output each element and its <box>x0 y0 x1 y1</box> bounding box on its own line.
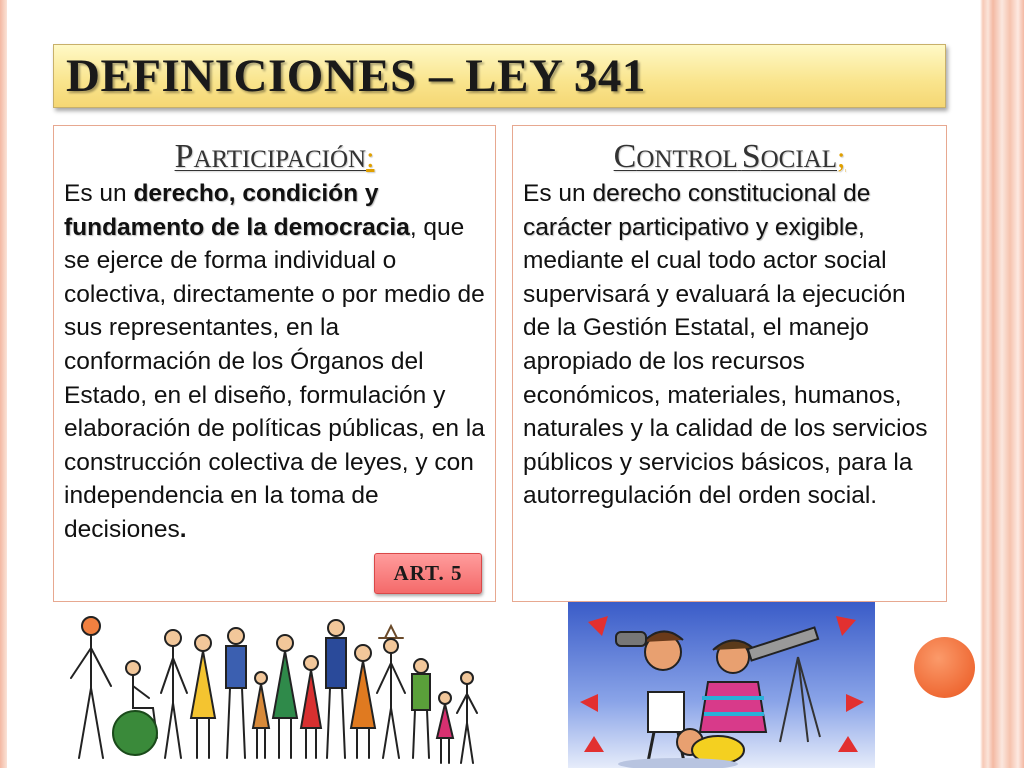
participacion-definition: Es un derecho, condición y fundamento de la democracia, que se ejerce de forma individual o colectiva, directamente o por medio de sus representantes, en la conformación de los Órganos del Estado, en el diseño, formulación y elaboración de políticas públicas, en la construcción colectiva de leyes, y con independencia en la toma de decisiones. <box>64 180 485 543</box>
control-social-heading: CONTROL SOCIAL; <box>613 138 846 175</box>
participacion-highlight: derecho, condición y fundamento de la democracia <box>64 180 410 241</box>
control-social-definition: Es un derecho constitucional de carácter participativo y exigible, mediante el cual todo actor social supervisará y evaluará la ejecución de la Gestión Estatal, el manejo apropiado de los recursos económicos, materiales, humanos, naturales y la calidad de los servicios públicos y servicios básicos, para la autorregulación del orden social. <box>523 180 928 510</box>
slide-frame-left <box>0 0 7 768</box>
control-social-highlight: derecho constitucional de carácter participativo y exigible <box>523 180 871 241</box>
control-social-card <box>512 125 947 602</box>
title-bar <box>53 44 946 108</box>
slide-frame-right <box>980 0 1024 768</box>
slide-title: DEFINICIONES – LEY 341 <box>66 50 646 102</box>
article-badge: ART. 5 <box>374 553 482 594</box>
binoculars-cartoon <box>568 602 875 768</box>
participacion-card <box>53 125 496 602</box>
decorative-orb <box>914 637 975 698</box>
people-illustration <box>53 608 483 768</box>
participacion-heading: PARTICIPACIÓN: <box>174 138 375 175</box>
